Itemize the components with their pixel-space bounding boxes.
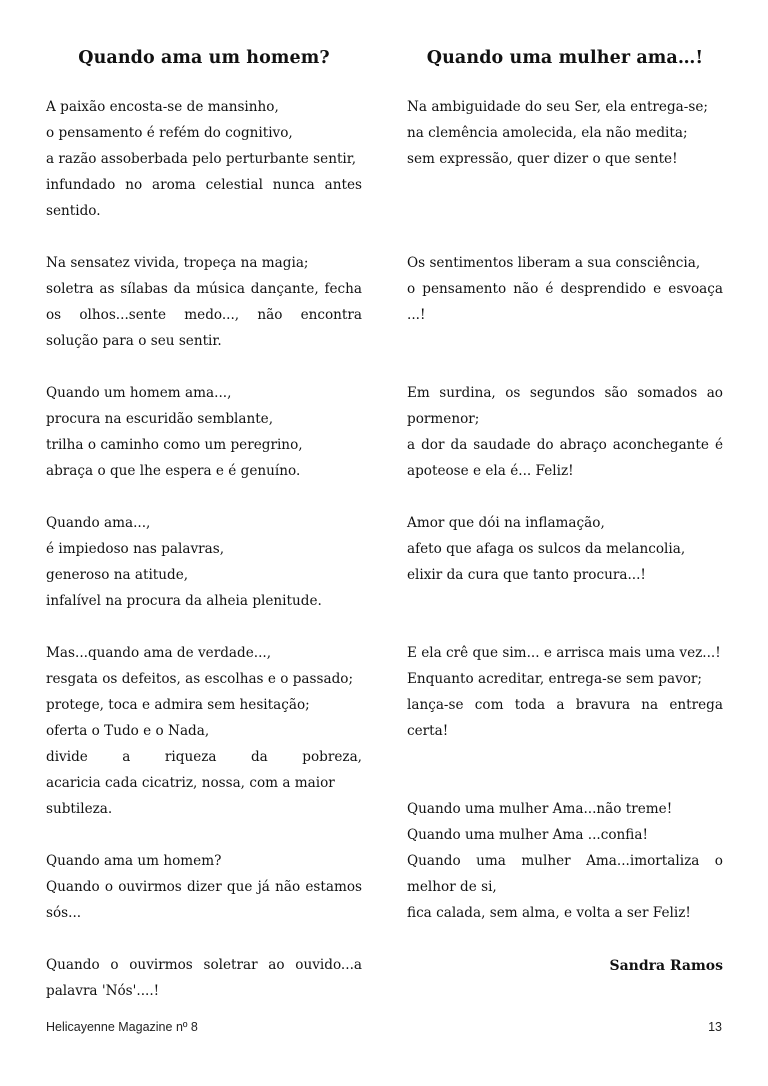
- poem-line: trilha o caminho como um peregrino,: [46, 437, 303, 453]
- poem-line: A paixão encosta-se de mansinho,: [46, 99, 279, 115]
- poem-line: E ela crê que sim... e arrisca mais uma vez...!: [407, 645, 721, 661]
- poem-line: o pensamento é refém do cognitivo,: [46, 125, 293, 141]
- poem-right-title: Quando uma mulher ama…!: [426, 48, 704, 68]
- poem-line: oferta o Tudo e o Nada,: [46, 723, 210, 739]
- poem-line: Quando ama um homem?: [46, 853, 222, 869]
- poem-line: fica calada, sem alma, e volta a ser Feliz!: [407, 905, 691, 921]
- poem-line: acaricia cada cicatriz, nossa, com a maior: [46, 775, 335, 791]
- poem-line: elixir da cura que tanto procura...!: [407, 567, 646, 583]
- poem-line: Os sentimentos liberam a sua consciência,: [407, 255, 701, 271]
- poem-line: Quando ama...,: [46, 515, 151, 531]
- poem-line: afeto que afaga os sulcos da melancolia,: [407, 541, 686, 557]
- poem-line: Quando um homem ama...,: [46, 385, 232, 401]
- poem-line: Amor que dói na inflamação,: [407, 515, 605, 531]
- poem-line: Quando o ouvirmos soletrar ao ouvido...a: [46, 957, 362, 973]
- poem-line: soletra as sílabas da música dançante, fecha: [46, 281, 362, 297]
- poem-line: resgata os defeitos, as escolhas e o passado;: [46, 671, 354, 687]
- poem-line: certa!: [407, 723, 449, 739]
- poem-line: Na ambiguidade do seu Ser, ela entrega-se;: [407, 99, 708, 115]
- poem-line: subtileza.: [46, 801, 113, 817]
- poem-line: Quando uma mulher Ama...não treme!: [407, 801, 673, 817]
- poem-line: lança-se com toda a bravura na entrega: [407, 697, 723, 713]
- poem-line: Em surdina, os segundos são somados ao: [407, 385, 723, 401]
- poem-line: Quando uma mulher Ama ...confia!: [407, 827, 648, 843]
- poem-line: procura na escuridão semblante,: [46, 411, 274, 427]
- poem-line: Enquanto acreditar, entrega-se sem pavor;: [407, 671, 703, 687]
- poem-line: a razão assoberbada pelo perturbante sentir,: [46, 151, 357, 167]
- poem-line: solução para o seu sentir.: [46, 333, 222, 349]
- poem-left-title: Quando ama um homem?: [78, 48, 330, 68]
- poem-line: pormenor;: [407, 411, 480, 427]
- poem-line: Quando uma mulher Ama...imortaliza o: [407, 853, 723, 869]
- author-signature: Sandra Ramos: [609, 958, 723, 974]
- poem-line: apoteose e ela é... Feliz!: [407, 463, 574, 479]
- poem-line: sós...: [46, 905, 82, 921]
- poem-line: ...!: [407, 307, 426, 323]
- poem-line: na clemência amolecida, ela não medita;: [407, 125, 688, 141]
- poem-line: a dor da saudade do abraço aconchegante é: [407, 437, 723, 453]
- poem-line: palavra 'Nós'....!: [46, 983, 160, 999]
- poem-line: sem expressão, quer dizer o que sente!: [407, 151, 678, 167]
- poem-line: generoso na atitude,: [46, 567, 189, 583]
- poem-line: infalível na procura da alheia plenitude.: [46, 593, 322, 609]
- poem-line: Na sensatez vivida, tropeça na magia;: [46, 255, 309, 271]
- poem-line: melhor de si,: [407, 879, 497, 895]
- poem-line: é impiedoso nas palavras,: [46, 541, 225, 557]
- poem-line: os olhos...sente medo..., não encontra: [46, 307, 362, 323]
- poem-line: Mas...quando ama de verdade...,: [46, 645, 272, 661]
- poem-line: infundado no aroma celestial nunca antes: [46, 177, 362, 193]
- poem-line: Quando o ouvirmos dizer que já não estamos: [46, 879, 362, 895]
- poem-line: sentido.: [46, 203, 101, 219]
- poem-line: abraça o que lhe espera e é genuíno.: [46, 463, 301, 479]
- poem-line: o pensamento não é desprendido e esvoaça: [407, 281, 723, 297]
- footer-magazine: Helicayenne Magazine nº 8: [46, 1020, 198, 1034]
- footer-page-number: 13: [708, 1020, 722, 1034]
- poem-line: divide a riqueza da pobreza,: [46, 749, 362, 765]
- poem-line: protege, toca e admira sem hesitação;: [46, 697, 310, 713]
